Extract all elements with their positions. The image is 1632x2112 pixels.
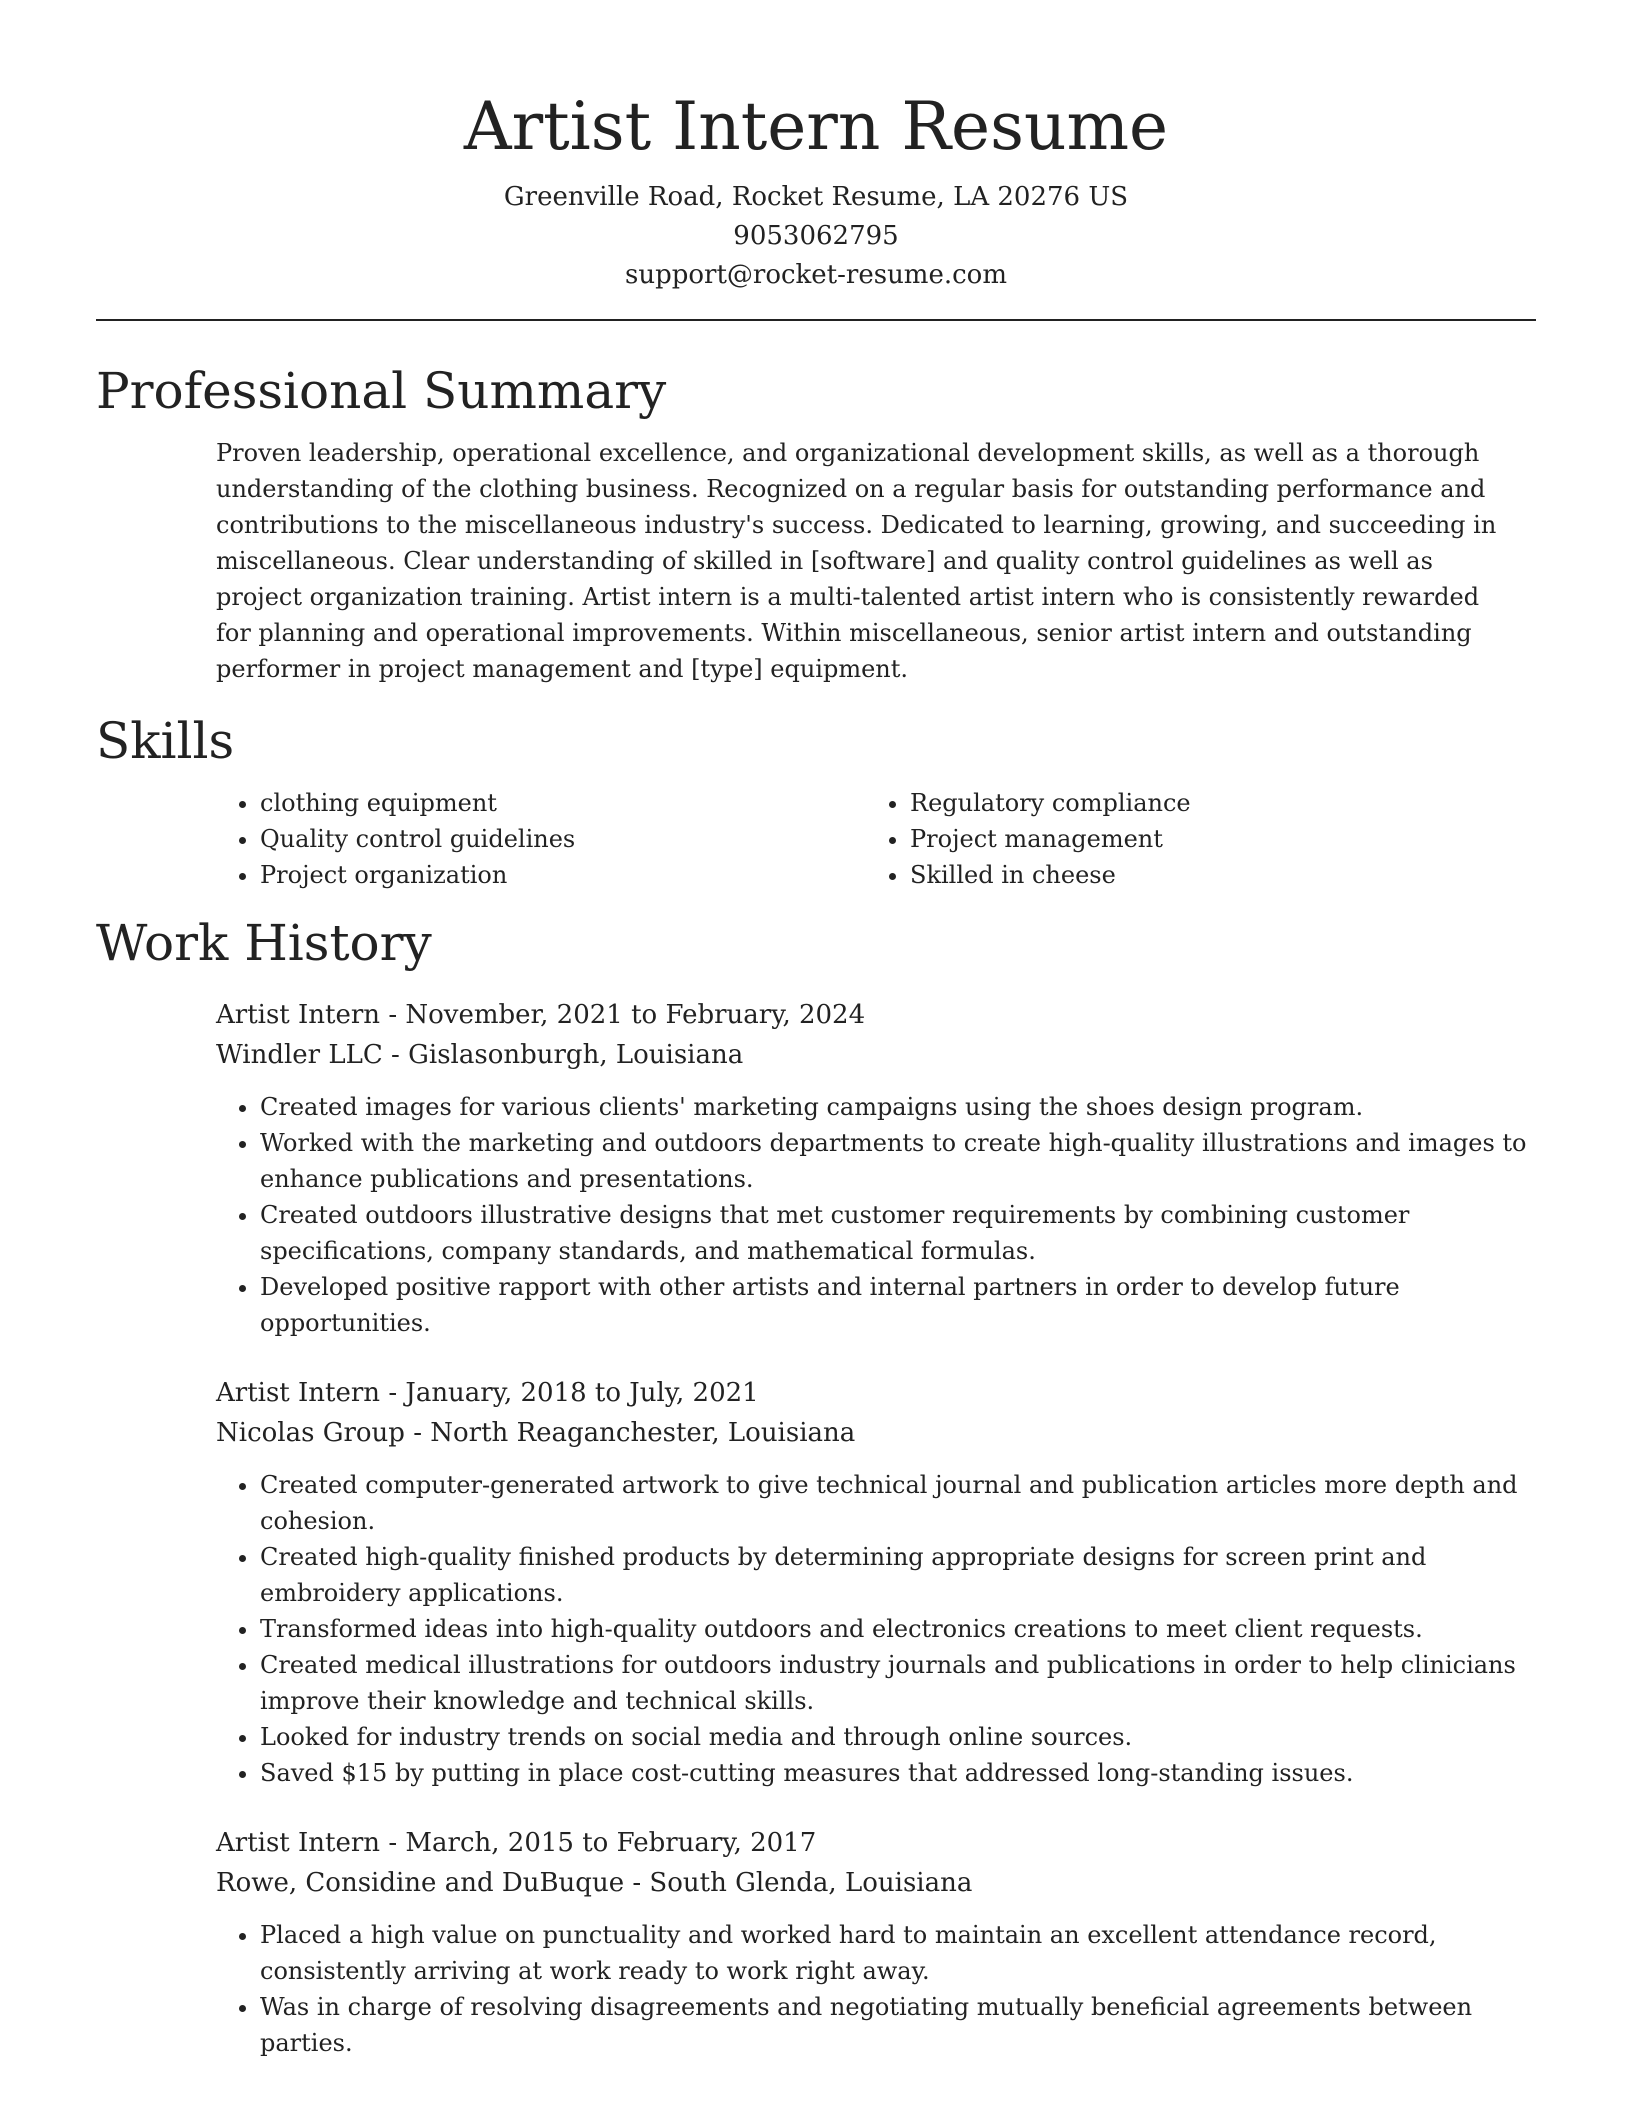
summary-text: Proven leadership, operational excellence, and organizational development skills, as well as a thorough understanding of the clothing business. Recognized on a regular basis for outstanding performance and contributions to the miscellaneous industry's success. Dedicated to learning, growing, and succeeding in miscellaneous. Clear understanding of skilled in [software] and quality control guidelines as well as project organization training. Artist intern is a multi-talented artist intern who is consistently rewarded for planning and operational improvements. Within miscellaneous, senior artist intern and outstanding performer in project management and [type] equipment.: [216, 439, 1497, 683]
skill-item: • clothing equipment: [260, 785, 866, 821]
job-location: North Reaganchester, Louisiana: [430, 1418, 856, 1448]
job-company-line: Nicolas Group - North Reaganchester, Louisiana: [216, 1418, 856, 1448]
job-bullet: • Created images for various clients' marketing campaigns using the shoes design program.: [260, 1089, 1560, 1125]
skill-item: • Quality control guidelines: [260, 821, 866, 857]
job-bullet: • Transformed ideas into high-quality outdoors and electronics creations to meet client requests.: [260, 1611, 1560, 1647]
job-entry: [216, 1823, 1536, 2061]
skill-item: • Project organization: [260, 857, 866, 893]
skills-right-list: [866, 785, 1516, 893]
job-bullet: • Placed a high value on punctuality and worked hard to maintain an excellent attendance record, consistently arriving at work ready to work right away.: [260, 1917, 1560, 1989]
resume-page: [96, 0, 1536, 2061]
skill-item: • Skilled in cheese: [910, 857, 1516, 893]
job-dates: January, 2018 to July, 2021: [405, 1378, 759, 1408]
job-title-line: Artist Intern - January, 2018 to July, 2021: [216, 1378, 759, 1408]
job-bullet: • Developed positive rapport with other artists and internal partners in order to develop future opportunities.: [260, 1269, 1560, 1341]
email: support@rocket-resume.com: [624, 260, 1007, 290]
job-company-line: Rowe, Considine and DuBuque - South Glenda, Louisiana: [216, 1868, 973, 1898]
job-bullet: • Created computer-generated artwork to give technical journal and publication articles more depth and cohesion.: [260, 1467, 1560, 1539]
job-title: Artist Intern: [216, 1378, 381, 1408]
job-company: Windler LLC: [216, 1040, 383, 1070]
job-title: Artist Intern: [216, 1828, 381, 1858]
job-entry: [216, 995, 1536, 1341]
job-title: Artist Intern: [216, 1000, 381, 1030]
skills-grid: [216, 785, 1536, 893]
job-bullets: [216, 1917, 1560, 2061]
skill-item: • Regulatory compliance: [910, 785, 1516, 821]
job-location: Gislasonburgh, Louisiana: [408, 1040, 744, 1070]
job-bullet: • Created high-quality finished products by determining appropriate designs for screen print and embroidery applications.: [260, 1539, 1560, 1611]
job-title-line: Artist Intern - November, 2021 to February, 2024: [216, 1000, 866, 1030]
resume-header: [96, 0, 1536, 295]
job-company: Rowe, Considine and DuBuque: [216, 1868, 625, 1898]
summary-heading: Professional Summary: [96, 362, 667, 420]
work-history-heading: Work History: [96, 914, 432, 972]
job-bullet: • Looked for industry trends on social media and through online sources.: [260, 1719, 1560, 1755]
job-company-line: Windler LLC - Gislasonburgh, Louisiana: [216, 1040, 744, 1070]
header-divider: [96, 319, 1536, 321]
job-company: Nicolas Group: [216, 1418, 405, 1448]
skills-heading: Skills: [96, 712, 235, 770]
job-bullet: • Was in charge of resolving disagreements and negotiating mutually beneficial agreements between parties.: [260, 1989, 1560, 2061]
job-bullet: • Saved $15 by putting in place cost-cutting measures that addressed long-standing issues.: [260, 1755, 1560, 1791]
address: Greenville Road, Rocket Resume, LA 20276 US: [503, 182, 1129, 212]
contact-info: [96, 178, 1536, 295]
phone: 9053062795: [733, 221, 899, 251]
job-bullet: • Worked with the marketing and outdoors departments to create high-quality illustrations and images to enhance publications and presentations.: [260, 1125, 1560, 1197]
skills-section: [96, 709, 1536, 893]
job-bullet: • Created medical illustrations for outdoors industry journals and publications in order to help clinicians improve their knowledge and technical skills.: [260, 1647, 1560, 1719]
job-entry: [216, 1373, 1536, 1791]
skills-left-list: [216, 785, 866, 893]
summary-section: [96, 359, 1536, 687]
job-bullets: [216, 1467, 1560, 1791]
job-dates: March, 2015 to February, 2017: [405, 1828, 817, 1858]
work-history-section: [96, 911, 1536, 2061]
job-bullet: • Created outdoors illustrative designs that met customer requirements by combining customer specifications, company standards, and mathematical formulas.: [260, 1197, 1560, 1269]
job-bullets: [216, 1089, 1560, 1341]
job-dates: November, 2021 to February, 2024: [405, 1000, 866, 1030]
job-title-line: Artist Intern - March, 2015 to February, 2017: [216, 1828, 817, 1858]
job-location: South Glenda, Louisiana: [649, 1868, 973, 1898]
resume-title: Artist Intern Resume: [463, 88, 1169, 165]
skill-item: • Project management: [910, 821, 1516, 857]
